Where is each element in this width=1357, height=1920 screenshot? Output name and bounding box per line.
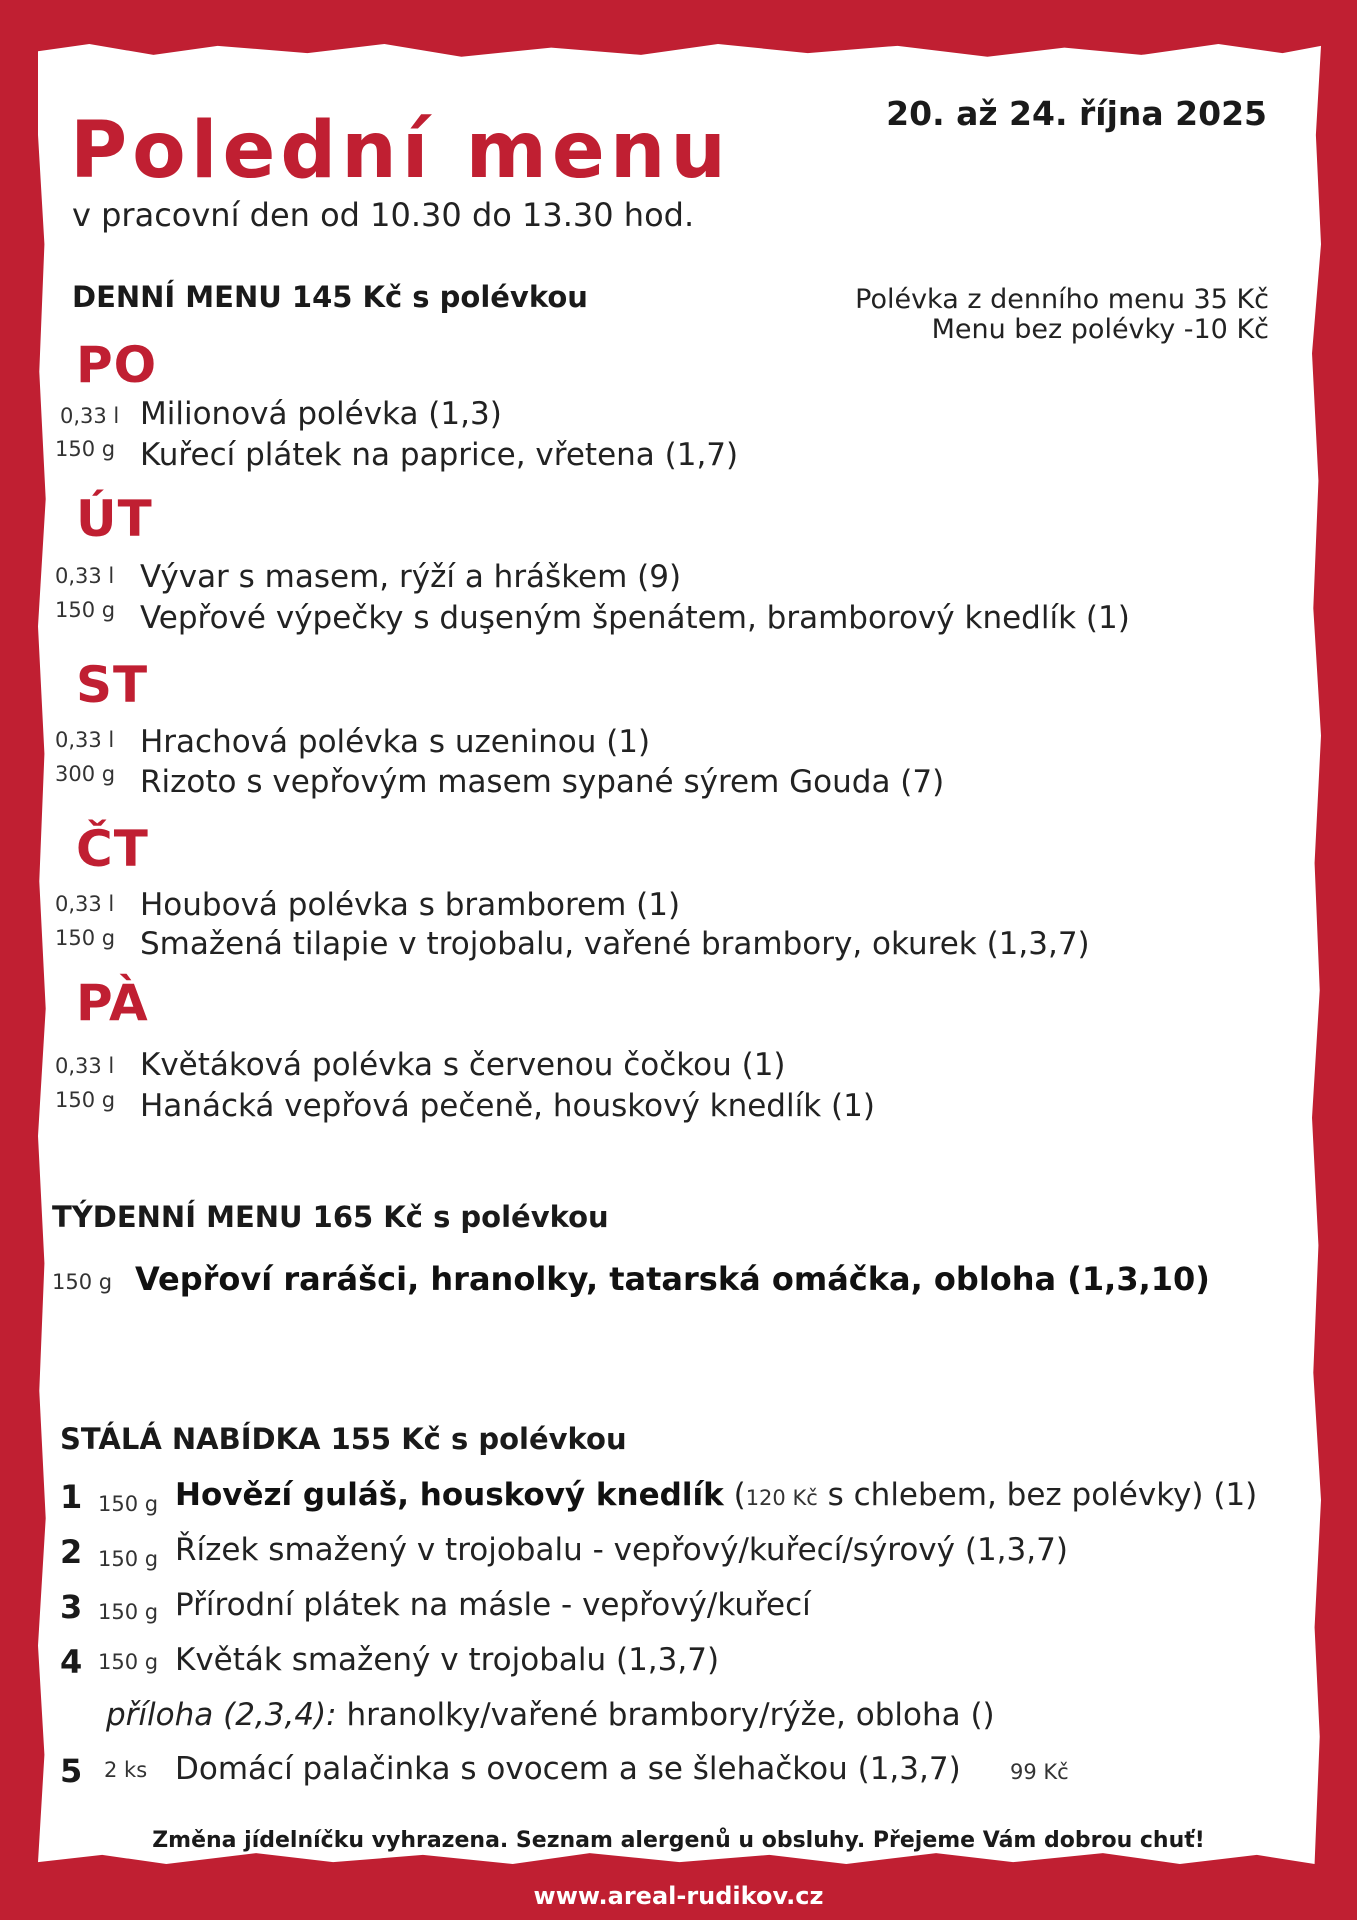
main-qty: 300 g bbox=[55, 762, 116, 786]
item-qty: 150 g bbox=[98, 1650, 159, 1674]
weekly-dish: Vepřoví rarášci, hranolky, tatarská omáčka, obloha (1,3,10) bbox=[135, 1260, 1210, 1298]
item-extra: s chlebem, bez polévky) (1) bbox=[817, 1477, 1258, 1513]
item-dish: Řízek smažený v trojobalu - vepřový/kuřecí/sýrový (1,3,7) bbox=[175, 1532, 1068, 1568]
soup-dish: Milionová polévka (1,3) bbox=[140, 396, 502, 432]
item-dish: Hovězí guláš, houskový knedlík bbox=[175, 1477, 724, 1513]
main-qty: 150 g bbox=[55, 598, 116, 622]
day-label-ut: ÚT bbox=[76, 490, 153, 548]
soup-dish: Houbová polévka s bramborem (1) bbox=[140, 887, 681, 923]
item-qty: 2 ks bbox=[104, 1758, 148, 1782]
item-qty: 150 g bbox=[98, 1600, 159, 1624]
soup-price-note: Polévka z denního menu 35 Kč bbox=[855, 284, 1269, 315]
side-label: příloha (2,3,4): bbox=[106, 1697, 337, 1733]
main-dish: Smažená tilapie v trojobalu, vařené brambory, okurek (1,3,7) bbox=[140, 926, 1090, 962]
page-title: Polední menu bbox=[70, 106, 731, 196]
footer-note: Změna jídelníčku vyhrazena. Seznam alergenů u obsluhy. Přejeme Vám dobrou chuť! bbox=[152, 1828, 1205, 1853]
daily-menu-heading: DENNÍ MENU 145 Kč s polévkou bbox=[72, 280, 588, 314]
standing-item-1 bbox=[175, 1477, 1257, 1513]
weekly-menu-heading: TÝDENNÍ MENU 165 Kč s polévkou bbox=[52, 1200, 609, 1234]
weekly-qty: 150 g bbox=[52, 1270, 113, 1294]
main-qty: 150 g bbox=[55, 926, 116, 950]
soup-dish: Hrachová polévka s uzeninou (1) bbox=[140, 724, 651, 760]
item-qty: 150 g bbox=[98, 1547, 159, 1571]
website-link[interactable]: www.areal-rudikov.cz bbox=[533, 1882, 824, 1910]
dessert-price: 99 Kč bbox=[1010, 1760, 1069, 1784]
main-dish: Hanácká vepřová pečeně, houskový knedlík (1) bbox=[140, 1088, 875, 1124]
item-dish: Květák smažený v trojobalu (1,3,7) bbox=[175, 1642, 720, 1678]
item-number: 4 bbox=[60, 1643, 83, 1681]
main-dish: Rizoto s vepřovým masem sypané sýrem Gouda (7) bbox=[140, 764, 945, 800]
main-dish: Kuřecí plátek na paprice, vřetena (1,7) bbox=[140, 437, 739, 473]
item-number: 1 bbox=[60, 1478, 83, 1516]
soup-qty: 0,33 l bbox=[60, 404, 120, 428]
soup-qty: 0,33 l bbox=[55, 1054, 115, 1078]
soup-qty: 0,33 l bbox=[55, 728, 115, 752]
dessert-dish: Domácí palačinka s ovocem a se šlehačkou (1,3,7) bbox=[175, 1751, 961, 1787]
no-soup-note: Menu bez polévky -10 Kč bbox=[931, 314, 1269, 345]
day-label-ct: ČT bbox=[76, 820, 149, 878]
item-alt-price: 120 Kč bbox=[745, 1486, 818, 1510]
main-dish: Vepřové výpečky s duşeným špenátem, bramborový knedlík (1) bbox=[140, 600, 1130, 636]
item-paren-open: ( bbox=[733, 1477, 746, 1513]
day-label-st: ST bbox=[76, 656, 149, 714]
date-range: 20. až 24. října 2025 bbox=[886, 94, 1267, 133]
opening-hours: v pracovní den od 10.30 do 13.30 hod. bbox=[72, 196, 695, 234]
item-number: 2 bbox=[60, 1533, 83, 1571]
item-qty: 150 g bbox=[98, 1492, 159, 1516]
soup-dish: Květáková polévka s červenou čočkou (1) bbox=[140, 1047, 786, 1083]
item-number: 5 bbox=[60, 1752, 83, 1790]
item-dish: Přírodní plátek na másle - vepřový/kuřecí bbox=[175, 1587, 811, 1623]
main-qty: 150 g bbox=[55, 437, 116, 461]
item-number: 3 bbox=[60, 1588, 83, 1626]
soup-qty: 0,33 l bbox=[55, 892, 115, 916]
day-label-pa: PÀ bbox=[76, 974, 149, 1032]
side-dish-line bbox=[106, 1697, 995, 1733]
main-qty: 150 g bbox=[55, 1088, 116, 1112]
side-text: hranolky/vařené brambory/rýže, obloha () bbox=[336, 1697, 995, 1733]
standing-offer-heading: STÁLÁ NABÍDKA 155 Kč s polévkou bbox=[60, 1422, 627, 1456]
day-label-po: PO bbox=[76, 336, 158, 394]
soup-dish: Vývar s masem, rýží a hráškem (9) bbox=[140, 559, 682, 595]
soup-qty: 0,33 l bbox=[55, 564, 115, 588]
